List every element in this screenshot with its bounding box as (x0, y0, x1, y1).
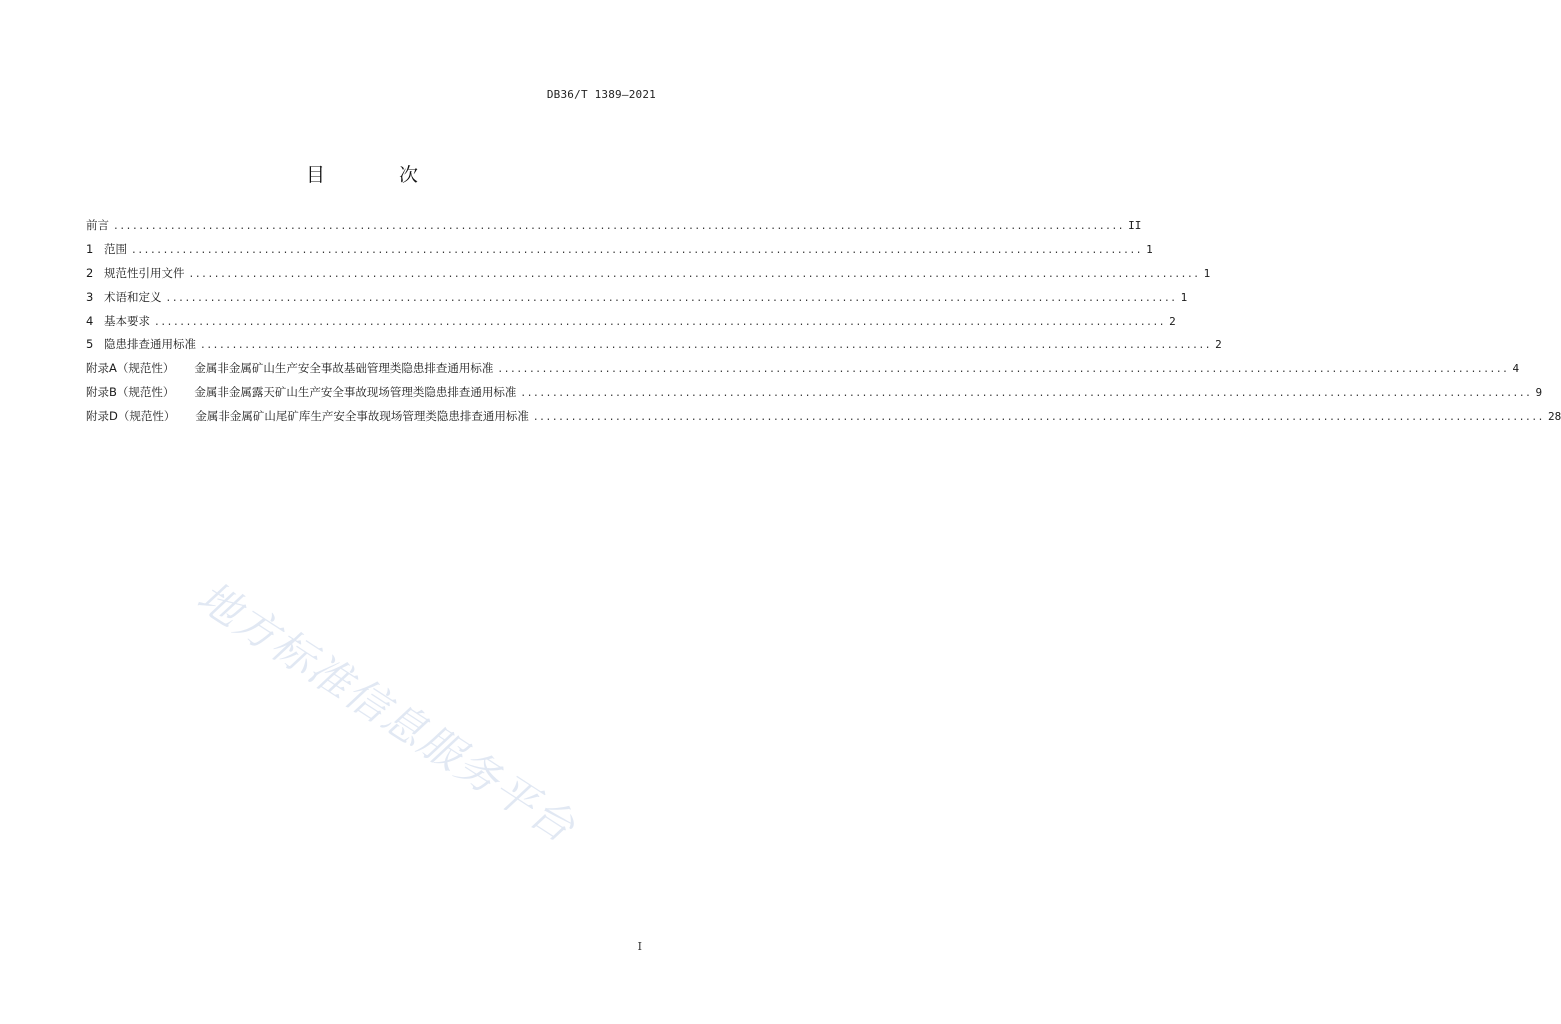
toc-appendix-label: 附录B（规范性） (86, 385, 175, 400)
toc-entry-title: 金属非金属矿山尾矿库生产安全事故现场管理类隐患排查通用标准 (195, 409, 529, 424)
toc-entry-appendix-a[interactable] (86, 357, 1520, 381)
toc-entry-number: 5 (86, 337, 94, 352)
toc-entry-page: 2 (1215, 338, 1222, 352)
toc-entry-terms-definitions[interactable] (86, 286, 1188, 310)
toc-leader-dots: ................................................................................................................................................................ (188, 268, 1200, 280)
table-of-contents (86, 214, 1561, 429)
watermark: 地方标准信息服务平台 (188, 571, 585, 853)
toc-entry-number: 3 (86, 289, 94, 304)
toc-entry-scope[interactable] (86, 238, 1153, 262)
toc-entry-page: 1 (1203, 266, 1211, 280)
toc-entry-title: 基本要求 (104, 313, 150, 328)
toc-entry-foreword[interactable] (86, 214, 1142, 238)
toc-entry-hazard-standards[interactable] (86, 333, 1222, 357)
toc-appendix-label: 附录D（规范性） (86, 409, 176, 424)
toc-leader-dots: ................................................................................................................................................................ (497, 364, 1509, 376)
toc-entry-number: 1 (86, 241, 94, 256)
toc-leader-dots: ................................................................................................................................................................ (131, 244, 1143, 256)
toc-entry-page: 9 (1535, 386, 1543, 400)
toc-entry-title: 隐患排查通用标准 (104, 337, 196, 352)
toc-leader-dots: ................................................................................................................................................................ (113, 221, 1125, 232)
toc-leader-dots: ................................................................................................................................................................ (154, 316, 1166, 328)
toc-leader-dots: ................................................................................................................................................................ (532, 412, 1544, 424)
toc-entry-title: 范围 (104, 241, 127, 256)
toc-leader-dots: ................................................................................................................................................................ (200, 340, 1212, 352)
toc-entry-basic-requirements[interactable] (86, 310, 1176, 334)
toc-leader-dots: ................................................................................................................................................................ (165, 292, 1177, 304)
toc-entry-page: 4 (1512, 362, 1520, 376)
toc-entry-page: 1 (1180, 290, 1188, 304)
toc-entry-normative-references[interactable] (86, 262, 1211, 286)
toc-entry-title: 规范性引用文件 (104, 265, 185, 280)
toc-entry-title: 前言 (86, 218, 109, 232)
toc-entry-title: 术语和定义 (104, 289, 162, 304)
standard-code: DB36/T 1389—2021 (546, 88, 656, 101)
toc-appendix-label: 附录A（规范性） (86, 361, 175, 376)
toc-entry-page: 2 (1169, 314, 1176, 328)
toc-entry-title: 金属非金属露天矿山生产安全事故现场管理类隐患排查通用标准 (194, 385, 517, 400)
toc-entry-title: 金属非金属矿山生产安全事故基础管理类隐患排查通用标准 (194, 361, 494, 376)
page-number: I (637, 940, 642, 953)
toc-entry-page: 1 (1146, 242, 1153, 256)
toc-entry-page: 28 (1547, 410, 1561, 424)
toc-entry-appendix-d[interactable] (86, 405, 1561, 429)
toc-entry-number: 2 (86, 265, 94, 280)
toc-entry-page: II (1128, 219, 1142, 232)
toc-entry-appendix-b[interactable] (86, 381, 1543, 405)
page-title: 目 次 (305, 164, 453, 186)
toc-entry-number: 4 (86, 313, 94, 328)
toc-leader-dots: ................................................................................................................................................................ (520, 388, 1532, 400)
